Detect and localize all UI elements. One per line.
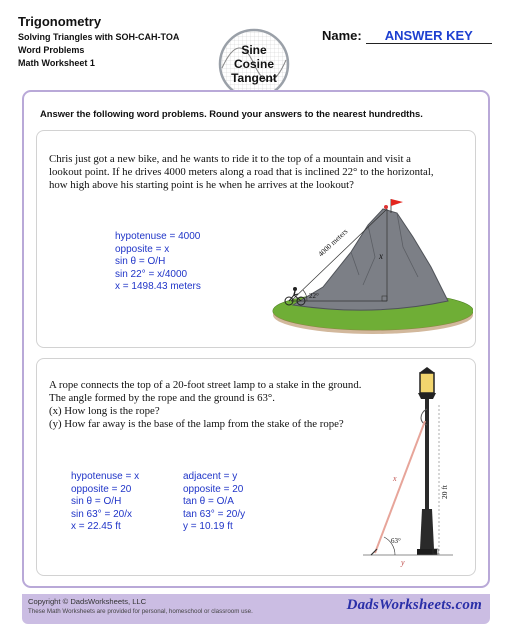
angle-label: 22° (309, 292, 319, 300)
problem-2-text (49, 379, 361, 431)
mountain-figure (263, 197, 473, 341)
height-label: x (379, 251, 383, 261)
worksheet-title: Trigonometry (18, 14, 102, 29)
name-label: Name: (322, 28, 362, 43)
height-label: 20 ft (440, 485, 449, 499)
answer-line: x = 1498.43 meters (115, 281, 201, 293)
worksheet-number: Math Worksheet 1 (18, 58, 95, 68)
answer-line: y = 10.19 ft (183, 521, 233, 533)
road-label: 4000 meters (316, 226, 350, 259)
problem-2-panel (36, 358, 476, 576)
worksheet-subtitle: Solving Triangles with SOH-CAH-TOA (18, 32, 180, 42)
problem-1-text (49, 153, 434, 192)
worksheet-topic: Word Problems (18, 45, 85, 55)
usage-note: These Math Worksheets are provided for personal, homeschool or classroom use. (28, 608, 253, 615)
answer-line: opposite = x (115, 243, 170, 255)
answer-line: opposite = 20 (71, 483, 132, 495)
answer-line: opposite = 20 (183, 483, 244, 495)
answer-line: hypotenuse = 4000 (115, 231, 201, 242)
rope-line (375, 421, 425, 553)
rope-label: x (393, 474, 397, 483)
problem-2-line: (y) How far away is the base of the lamp from the stake of the rope? (49, 418, 344, 430)
logo-word-tangent: Tangent (231, 71, 277, 85)
problem-1-panel (36, 130, 476, 348)
answer-line: x = 22.45 ft (71, 521, 121, 533)
answer-line: sin θ = O/H (115, 256, 166, 268)
copyright-text: Copyright © DadsWorksheets, LLC (28, 597, 147, 606)
problem-1-answer (115, 231, 201, 294)
problem-2-answer-right (183, 471, 245, 534)
answer-line: sin θ = O/H (71, 496, 122, 508)
problem-1-line: how high above his starting point is he when he arrives at the lookout? (49, 179, 354, 191)
problem-1-line: lookout point. If he drives 4000 meters along a road that is inclined 22° to the horizontal, (49, 166, 434, 178)
answer-line: tan 63° = 20/y (183, 508, 246, 520)
logo-word-cosine: Cosine (233, 57, 275, 71)
answer-line: sin 63° = 20/x (71, 508, 132, 520)
logo-word-sine: Sine (241, 43, 267, 57)
problem-2-line: A rope connects the top of a 20-foot street lamp to a stake in the ground. (49, 379, 362, 391)
angle-label: 63° (391, 537, 401, 545)
answer-line: tan θ = O/A (183, 496, 234, 508)
dadsworksheets-logo: DadsWorksheets.com (346, 597, 482, 613)
answer-line: hypotenuse = x (71, 471, 140, 482)
street-lamp-icon (417, 367, 437, 555)
problem-2-line: The angle formed by the rope and the ground is 63°. (49, 392, 275, 404)
answer-line: adjacent = y (183, 471, 238, 482)
rider-top-icon (384, 205, 388, 209)
problem-2-line: (x) How long is the rope? (49, 405, 160, 417)
answer-line: sin 22° = x/4000 (115, 268, 188, 280)
problem-1-line: Chris just got a new bike, and he wants to ride it to the top of a mountain and visit a (49, 153, 411, 165)
problem-2-answer-left (71, 471, 139, 534)
footer-band (22, 594, 490, 624)
instructions: Answer the following word problems. Round your answers to the nearest hundredths. (40, 108, 423, 119)
name-field (322, 28, 492, 44)
name-value: ANSWER KEY (366, 28, 492, 44)
street-lamp-figure (343, 359, 473, 571)
base-label: y (401, 558, 405, 567)
flag-icon (391, 199, 403, 206)
worksheet-header (18, 14, 179, 68)
